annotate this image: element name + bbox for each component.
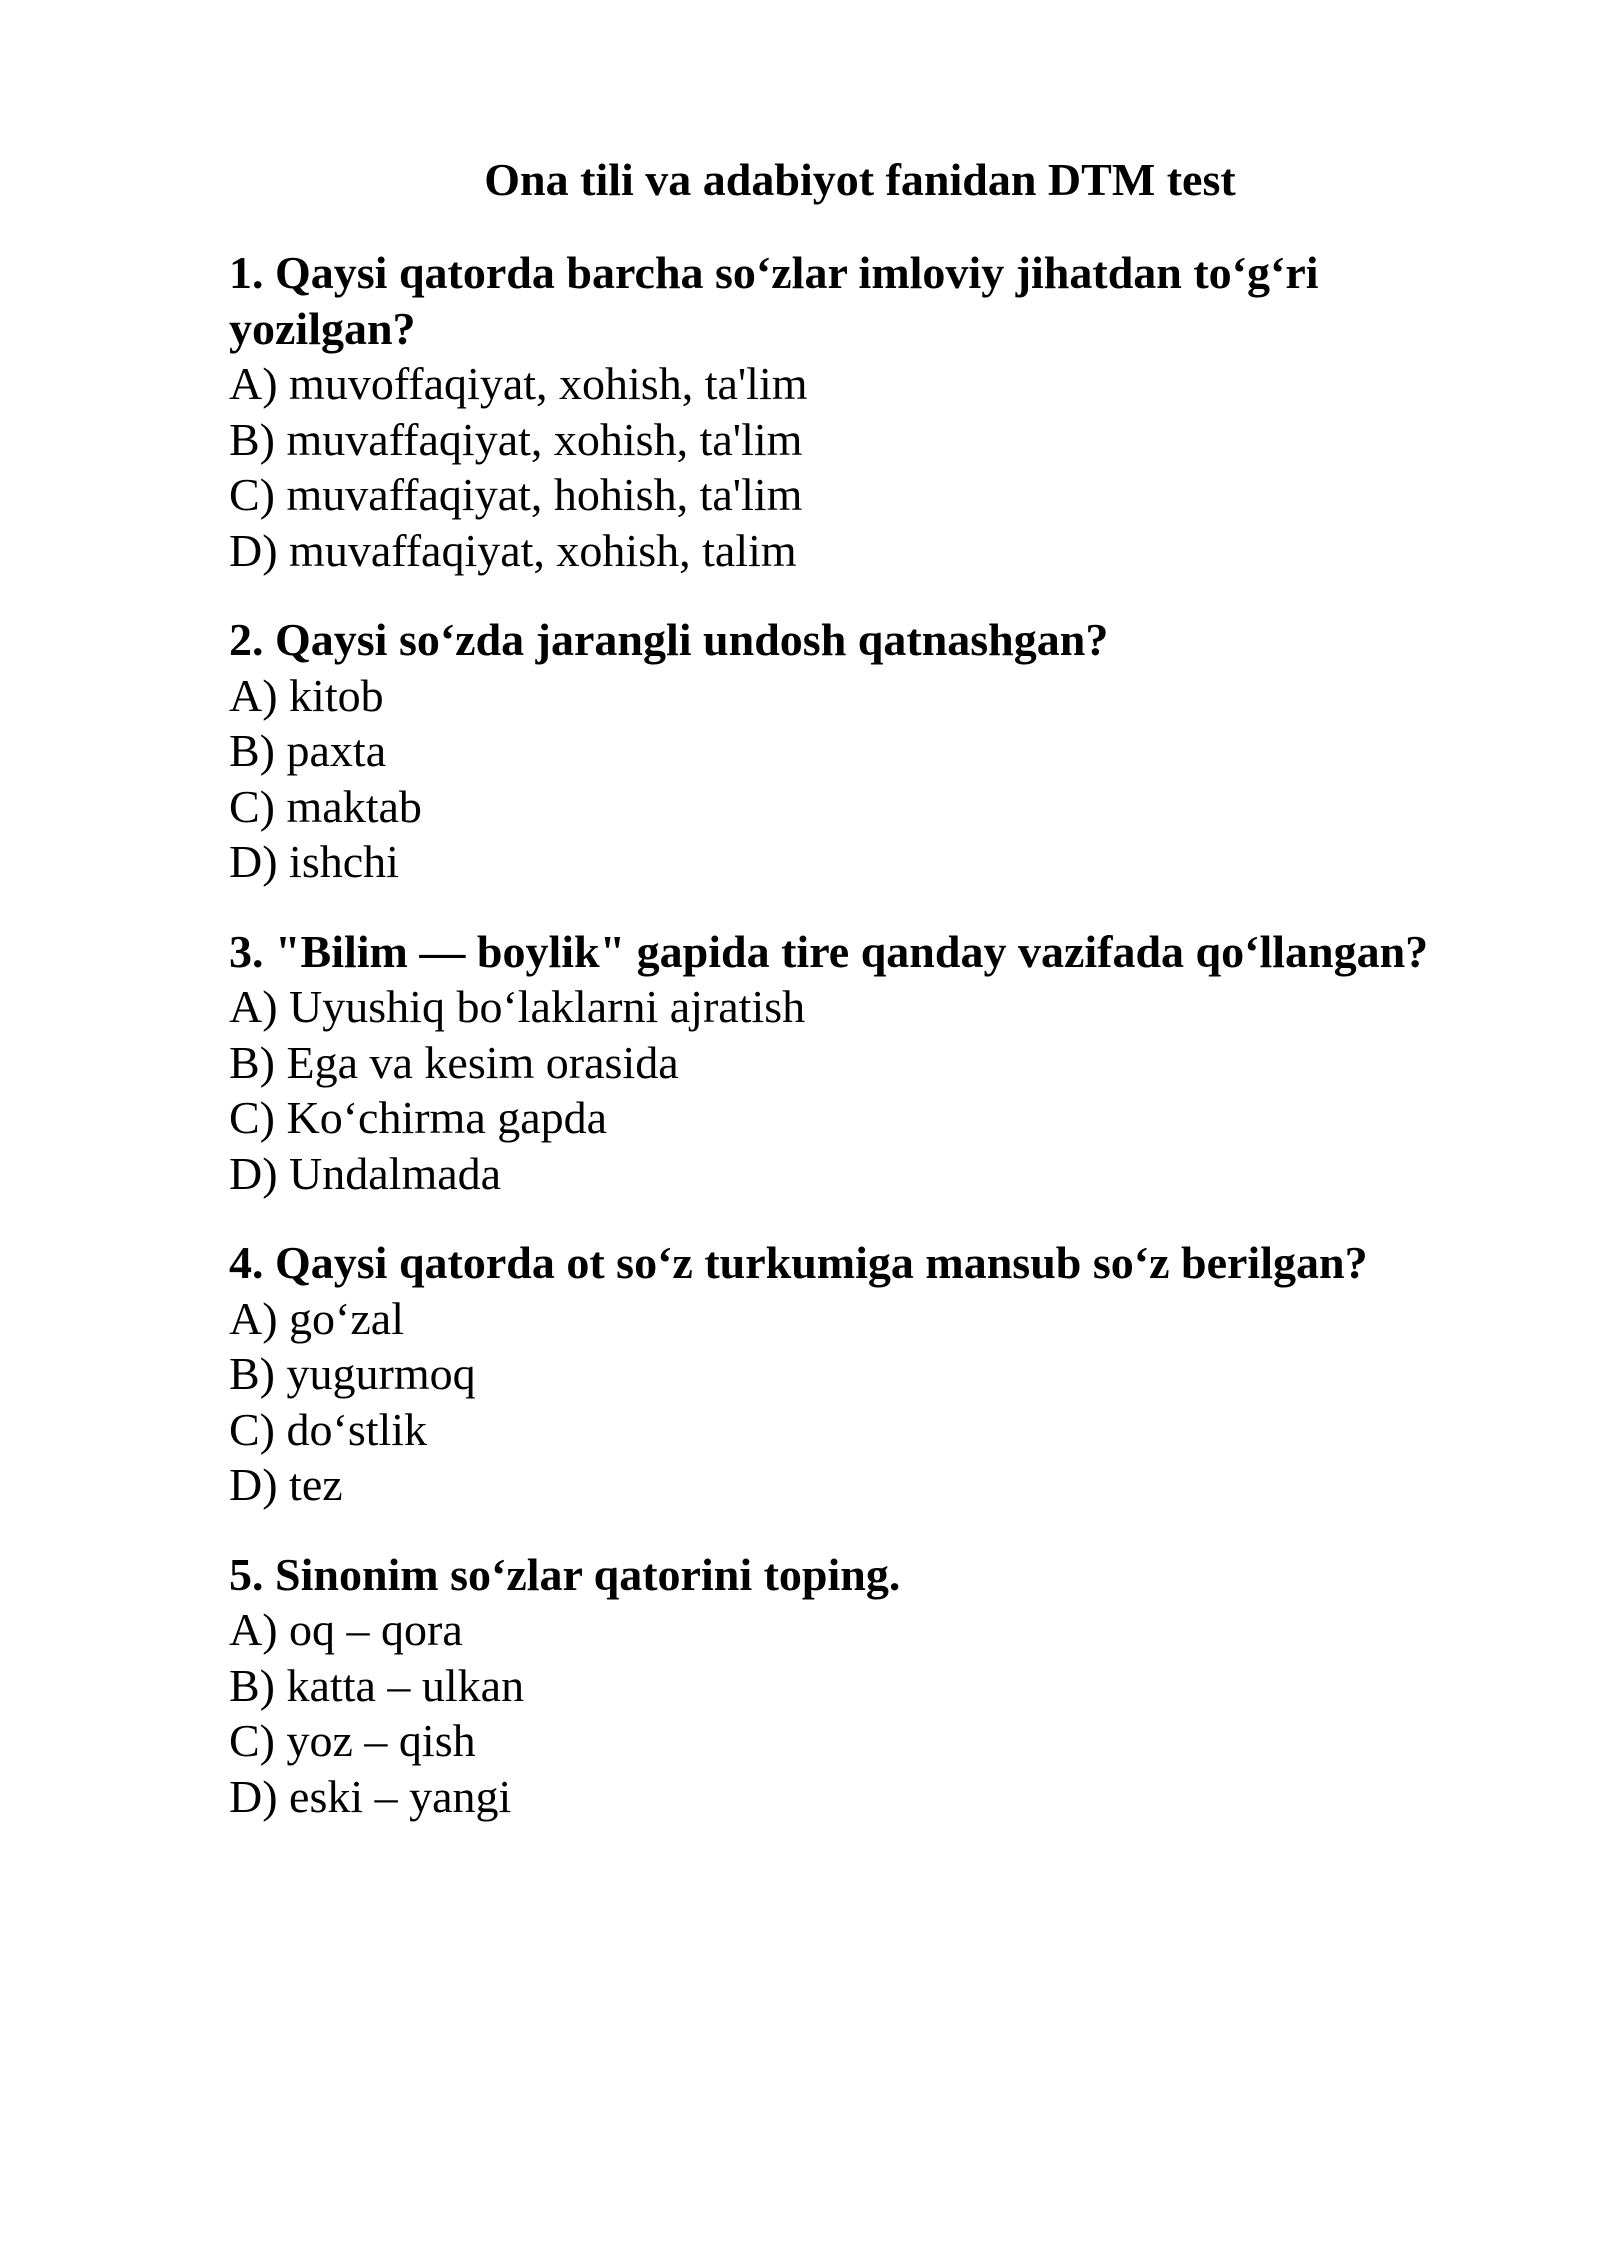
question-text: 1. Qaysi qatorda barcha so‘zlar imloviy jihatdan to‘g‘ri yozilgan? [229,247,1319,354]
answer-option-c: C) Ko‘chirma gapda [229,1092,608,1143]
answer-option-c: C) maktab [229,780,422,832]
document-title: Ona tili va adabiyot fanidan DTM test [484,154,1236,205]
question-4 [229,1235,1449,1513]
question-text: 4. Qaysi qatorda ot so‘z turkumiga mansub so‘z berilgan? [229,1237,1368,1288]
answer-option-d: D) Undalmada [229,1147,502,1199]
question-text: 2. Qaysi so‘zda jarangli undosh qatnashgan? [229,614,1109,665]
answer-option-b: B) katta – ulkan [229,1659,525,1711]
answer-option-c: C) muvaffaqiyat, hohish, ta'lim [229,469,803,520]
question-2 [229,612,1449,890]
answer-option-a: A) muvoffaqiyat, xohish, ta'lim [229,358,808,409]
question-1 [229,245,1449,578]
question-5 [229,1547,1449,1825]
answer-option-a: A) oq – qora [229,1604,463,1655]
answer-option-c: C) yoz – qish [229,1715,476,1766]
answer-option-d: D) muvaffaqiyat, xohish, talim [229,524,797,576]
answer-option-d: D) ishchi [229,836,399,887]
answer-option-d: D) eski – yangi [229,1770,512,1822]
answer-option-a: A) kitob [229,669,384,721]
question-list [229,245,1449,1858]
answer-option-b: B) paxta [229,725,387,776]
question-3 [229,924,1449,1202]
answer-option-d: D) tez [229,1459,343,1510]
answer-option-c: C) do‘stlik [229,1403,428,1455]
answer-option-b: B) muvaffaqiyat, xohish, ta'lim [229,413,803,465]
answer-option-b: B) Ega va kesim orasida [229,1036,679,1088]
question-text: 5. Sinonim so‘zlar qatorini toping. [229,1548,901,1600]
answer-option-a: A) Uyushiq bo‘laklarni ajratish [229,981,806,1032]
answer-option-a: A) go‘zal [229,1292,404,1344]
question-text: 3. "Bilim — boylik" gapida tire qanday vazifada qo‘llangan? [229,925,1429,977]
answer-option-b: B) yugurmoq [229,1348,476,1399]
